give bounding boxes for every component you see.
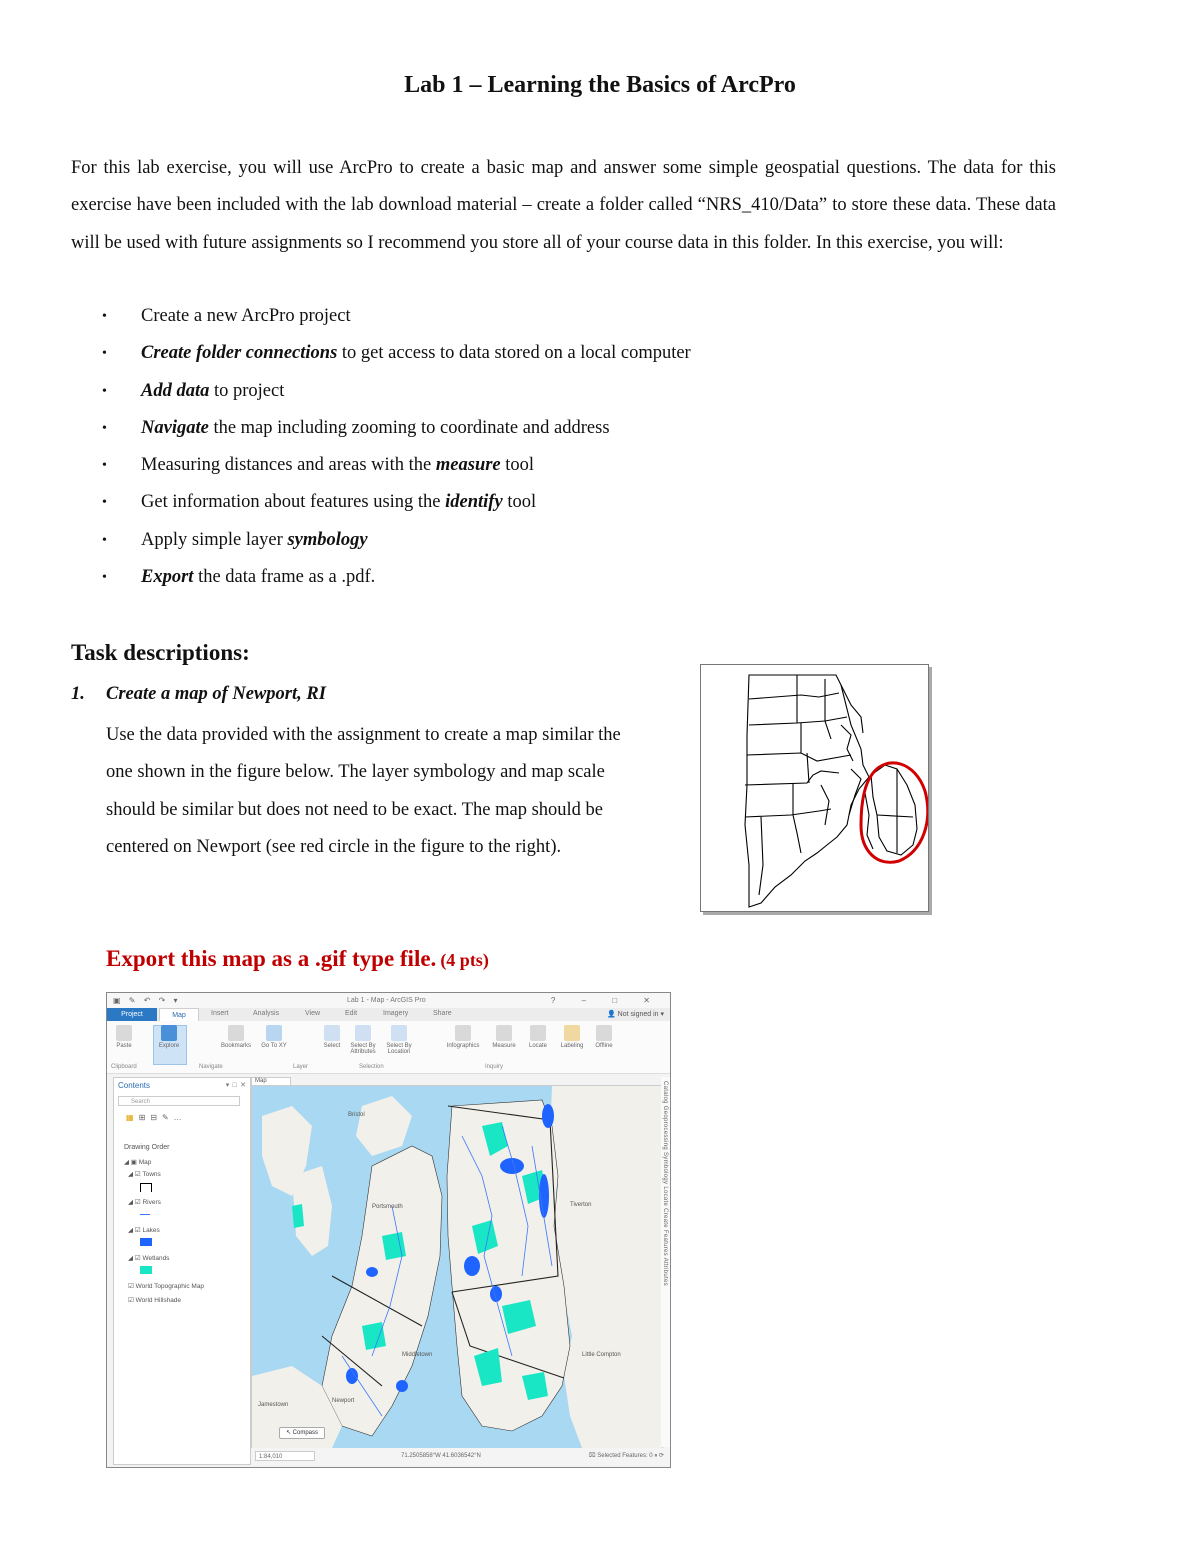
contents-pane-controls[interactable]: ▾ □ ✕: [225, 1082, 246, 1089]
map-label-tiverton: Tiverton: [570, 1202, 592, 1208]
list-item: • Export the data frame as a .pdf.: [100, 559, 1000, 596]
bookmarks-button[interactable]: Bookmarks: [219, 1025, 253, 1049]
bullet-icon: •: [102, 420, 107, 436]
selected-features-count[interactable]: ⌧ Selected Features: 0 ⏸ ⟳: [588, 1453, 664, 1459]
mainland-east: [550, 1086, 662, 1448]
section-heading: Task descriptions:: [71, 640, 250, 665]
tab-edit[interactable]: Edit: [345, 1010, 358, 1017]
contents-toolbar[interactable]: ▦⊞⊟✎…: [126, 1113, 187, 1122]
select-by-location-icon: [391, 1025, 407, 1041]
group-navigate: Navigate: [199, 1064, 223, 1070]
tab-map[interactable]: Map: [159, 1008, 199, 1021]
window-titlebar: [107, 993, 670, 1008]
town-boundaries: [745, 675, 917, 907]
map-label-jamestown: Jamestown: [258, 1402, 289, 1408]
map-label-middletown: Middletown: [402, 1352, 433, 1358]
labeling-icon: [564, 1025, 580, 1041]
signed-in-status[interactable]: 👤 Not signed in ▾: [607, 1011, 664, 1018]
tab-project[interactable]: Project: [107, 1008, 157, 1021]
bullet-icon: •: [102, 458, 107, 474]
lakes-symbol: [140, 1238, 152, 1246]
task-description: Use the data provided with the assignment to create a map similar the one shown in the figure below. The layer symbology and map scale should be similar but does not need to be exact. The map should be centered on Newport (see red circle in the figure to the right).: [106, 725, 621, 857]
paste-button[interactable]: Paste: [111, 1025, 137, 1049]
offline-button[interactable]: Offline: [591, 1025, 617, 1049]
tab-view[interactable]: View: [305, 1010, 321, 1017]
newport-red-circle: [861, 763, 928, 862]
group-clipboard: Clipboard: [111, 1064, 137, 1070]
map-label-newport: Newport: [332, 1398, 355, 1404]
bullet-icon: •: [102, 570, 107, 586]
side-panes-strip[interactable]: Catalog Geoprocessing Symbology Locate Create Features Attributes: [661, 1077, 670, 1447]
task-number: 1.: [71, 684, 85, 704]
wetlands-symbol: [140, 1266, 152, 1274]
group-layer: Layer: [293, 1064, 309, 1070]
ribbon: [107, 1021, 670, 1074]
task-title: 1. Create a map of Newport, RI: [71, 684, 326, 704]
arcpro-screenshot: [106, 992, 671, 1468]
ri-towns-map: [701, 665, 928, 911]
tab-imagery[interactable]: Imagery: [383, 1010, 409, 1017]
explore-icon: [161, 1025, 177, 1041]
select-by-attributes-icon: [355, 1025, 371, 1041]
quick-access-icons: ▣ ✎ ↶ ↷ ▾: [113, 996, 181, 1005]
go-to-xy-icon: [266, 1025, 282, 1041]
contents-search-input[interactable]: Search: [118, 1096, 240, 1106]
list-item: • Get information about features using the identify tool: [100, 484, 1000, 521]
tab-share[interactable]: Share: [433, 1010, 452, 1017]
measure-icon: [496, 1025, 512, 1041]
towns-symbol: [140, 1183, 152, 1192]
bullet-icon: •: [102, 532, 107, 548]
document-title: Lab 1 – Learning the Basics of ArcPro: [404, 72, 796, 98]
labeling-button[interactable]: Labeling: [559, 1025, 585, 1049]
layer-map[interactable]: ◢ ▣ Map: [124, 1159, 152, 1166]
map-view[interactable]: [251, 1085, 663, 1449]
drawing-order-label: Drawing Order: [124, 1144, 170, 1151]
map-label-bristol: Bristol: [348, 1112, 365, 1118]
rivers-symbol: [140, 1214, 150, 1215]
tab-insert[interactable]: Insert: [211, 1010, 229, 1017]
rhode-island-figure: [700, 664, 929, 912]
list-item: • Create a new ArcPro project: [100, 298, 1000, 335]
objectives-list: [100, 298, 1000, 596]
list-item: • Navigate the map including zooming to coordinate and address: [100, 410, 1000, 447]
compass-control[interactable]: ↖ Compass: [279, 1427, 325, 1439]
bullet-icon: •: [102, 346, 107, 362]
layer-towns[interactable]: ◢ ☑ Towns: [128, 1171, 161, 1178]
window-controls[interactable]: ? – □ ✕: [550, 996, 662, 1005]
layer-wetlands[interactable]: ◢ ☑ Wetlands: [128, 1255, 170, 1262]
measure-button[interactable]: Measure: [491, 1025, 517, 1049]
scale-input[interactable]: 1:84,010: [255, 1451, 315, 1461]
contents-title: Contents: [118, 1081, 151, 1090]
go-to-xy-button[interactable]: Go To XY: [261, 1025, 287, 1049]
coordinate-readout: 71.2505858°W 41.6036542°N: [401, 1453, 481, 1459]
select-by-location-button[interactable]: Select By Location: [383, 1025, 415, 1055]
list-item: • Create folder connections to get access to data stored on a local computer: [100, 335, 1000, 372]
select-button[interactable]: Select: [319, 1025, 345, 1049]
locate-icon: [530, 1025, 546, 1041]
bullet-icon: •: [102, 383, 107, 399]
window-title: Lab 1 - Map - ArcGIS Pro: [347, 997, 426, 1004]
list-item: • Apply simple layer symbology: [100, 522, 1000, 559]
layer-world-hillshade[interactable]: ☑ World Hillshade: [128, 1297, 182, 1304]
layer-lakes[interactable]: ◢ ☑ Lakes: [128, 1227, 160, 1234]
intro-paragraph: For this lab exercise, you will use ArcPro to create a basic map and answer some simple geospatial questions. The data for this exercise have been included with the lab download material – create a folder called “NRS_410/Data” to store these data. These data will be used with future assignments so I recommend you store all of your course data in this folder. In this exercise, you will:: [71, 158, 1056, 253]
ribbon-tabs: [107, 1008, 670, 1021]
list-item: • Add data to project: [100, 373, 1000, 410]
bullet-icon: •: [102, 309, 107, 324]
explore-button[interactable]: Explore: [156, 1025, 182, 1049]
contents-pane: [113, 1077, 251, 1465]
export-instruction: Export this map as a .gif type file. (4 pts): [106, 946, 489, 971]
tab-map-view[interactable]: Map: [251, 1077, 291, 1086]
bookmark-icon: [228, 1025, 244, 1041]
select-icon: [324, 1025, 340, 1041]
map-label-portsmouth: Portsmouth: [372, 1204, 403, 1210]
newport-map: [252, 1086, 662, 1448]
clipboard-icon: [116, 1025, 132, 1041]
layer-world-topographic[interactable]: ☑ World Topographic Map: [128, 1283, 205, 1290]
drawing-order-icon[interactable]: ▦: [126, 1113, 139, 1122]
map-statusbar: [251, 1448, 670, 1466]
layer-rivers[interactable]: ◢ ☑ Rivers: [128, 1199, 161, 1206]
list-item: • Measuring distances and areas with the measure tool: [100, 447, 1000, 484]
group-inquiry: Inquiry: [485, 1064, 504, 1070]
locate-button[interactable]: Locate: [525, 1025, 551, 1049]
select-by-attributes-button[interactable]: Select By Attributes: [347, 1025, 379, 1055]
map-label-little-compton: Little Compton: [582, 1352, 621, 1358]
infographics-icon: [455, 1025, 471, 1041]
offline-icon: [596, 1025, 612, 1041]
bullet-icon: •: [102, 495, 107, 511]
infographics-button[interactable]: Infographics: [443, 1025, 483, 1049]
group-selection: Selection: [359, 1064, 384, 1070]
tab-analysis[interactable]: Analysis: [253, 1010, 280, 1017]
